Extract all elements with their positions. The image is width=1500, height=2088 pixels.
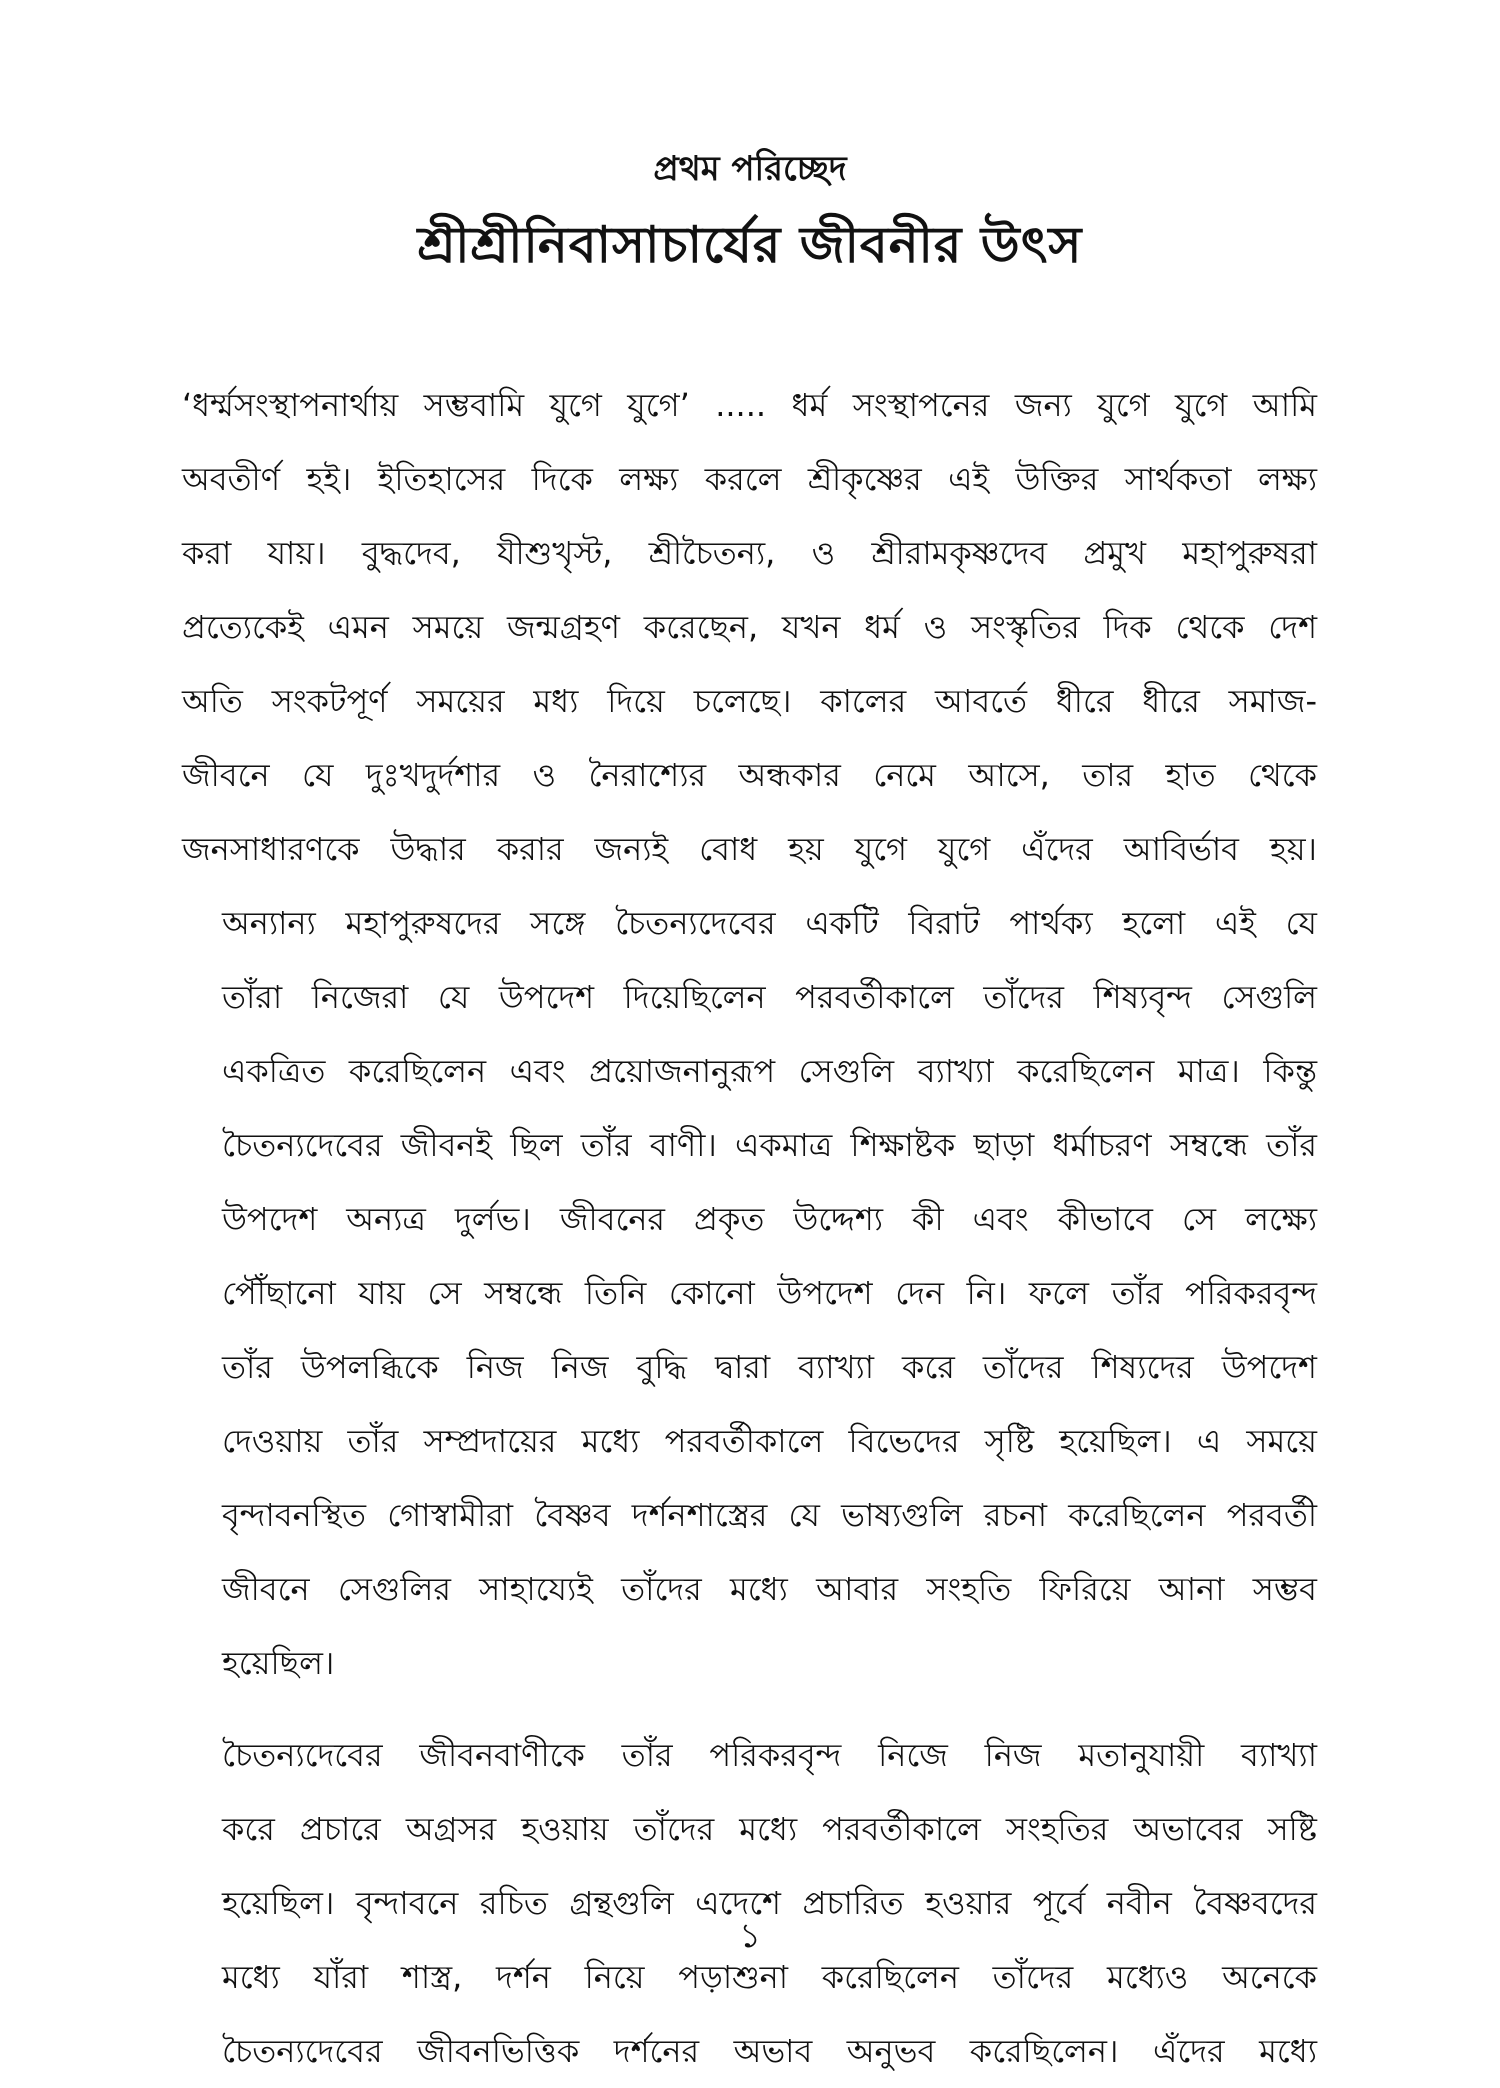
page-number: ১	[738, 1916, 762, 1956]
body-text	[182, 368, 1317, 2088]
text-line: ‘ধর্ম্মসংস্থাপনার্থায় সম্ভবামি যুগে যুগে’ ..... ধর্ম সংস্থাপনের জন্য যুগে যুগে আমি	[182, 386, 1317, 424]
text-line: অন্যান্য মহাপুরুষদের সঙ্গে চৈতন্যদেবের একটি বিরাট পার্থক্য হলো এই যে	[222, 904, 1317, 942]
text-line: অতি সংকটপূর্ণ সময়ের মধ্য দিয়ে চলেছে। কালের আবর্তে ধীরে ধীরে সমাজ-	[182, 682, 1317, 720]
text-line: জীবনে সেগুলির সাহায্যেই তাঁদের মধ্যে আবার সংহতি ফিরিয়ে আনা সম্ভব	[222, 1570, 1317, 1608]
text-line: পৌঁছানো যায় সে সম্বন্ধে তিনি কোনো উপদেশ দেন নি। ফলে তাঁর পরিকরবৃন্দ	[222, 1274, 1317, 1312]
text-line: উপদেশ অন্যত্র দুর্লভ। জীবনের প্রকৃত উদ্দেশ্য কী এবং কীভাবে সে লক্ষ্যে	[222, 1200, 1317, 1238]
text-line: হয়েছিল। বৃন্দাবনে রচিত গ্রন্থগুলি এদেশে প্রচারিত হওয়ার পূর্বে নবীন বৈষ্ণবদের	[222, 1884, 1317, 1922]
text-line: দেওয়ায় তাঁর সম্প্রদায়ের মধ্যে পরবর্তীকালে বিভেদের সৃষ্টি হয়েছিল। এ সময়ে	[222, 1422, 1317, 1460]
text-line: অবতীর্ণ হই। ইতিহাসের দিকে লক্ষ্য করলে শ্রীকৃষ্ণের এই উক্তির সার্থকতা লক্ষ্য	[182, 460, 1317, 498]
paragraph-3	[182, 1718, 1317, 2088]
text-line: তাঁরা নিজেরা যে উপদেশ দিয়েছিলেন পরবর্তীকালে তাঁদের শিষ্যবৃন্দ সেগুলি	[222, 978, 1317, 1016]
text-line: মধ্যে যাঁরা শাস্ত্র, দর্শন নিয়ে পড়াশুনা করেছিলেন তাঁদের মধ্যেও অনেকে	[222, 1958, 1317, 1996]
text-line: চৈতন্যদেবের জীবনবাণীকে তাঁর পরিকরবৃন্দ নিজে নিজ মতানুযায়ী ব্যাখ্যা	[222, 1736, 1317, 1774]
text-line: হয়েছিল।	[222, 1644, 335, 1682]
paragraph-2	[182, 886, 1317, 1700]
text-line: করা যায়। বুদ্ধদেব, যীশুখৃস্ট, শ্রীচৈতন্য, ও শ্রীরামকৃষ্ণদেব প্রমুখ মহাপুরুষরা	[182, 534, 1317, 572]
text-line: চৈতন্যদেবের জীবনই ছিল তাঁর বাণী। একমাত্র শিক্ষাষ্টক ছাড়া ধর্মাচরণ সম্বন্ধে তাঁর	[222, 1126, 1317, 1164]
text-line: প্রত্যেকেই এমন সময়ে জন্মগ্রহণ করেছেন, যখন ধর্ম ও সংস্কৃতির দিক থেকে দেশ	[182, 608, 1317, 646]
text-line: জনসাধারণকে উদ্ধার করার জন্যই বোধ হয় যুগে যুগে এঁদের আবির্ভাব হয়।	[182, 830, 1317, 868]
text-line: চৈতন্যদেবের জীবনভিত্তিক দর্শনের অভাব অনুভব করেছিলেন। এঁদের মধ্যে	[222, 2032, 1317, 2070]
text-line: একত্রিত করেছিলেন এবং প্রয়োজনানুরূপ সেগুলি ব্যাখ্যা করেছিলেন মাত্র। কিন্তু	[222, 1052, 1317, 1090]
paragraph-1	[182, 368, 1317, 886]
chapter-title: শ্রীশ্রীনিবাসাচার্যের জীবনীর উৎস	[417, 216, 1083, 274]
text-line: বৃন্দাবনস্থিত গোস্বামীরা বৈষ্ণব দর্শনশাস্ত্রের যে ভাষ্যগুলি রচনা করেছিলেন পরবর্তী	[222, 1496, 1317, 1534]
chapter-label: প্রথম পরিচ্ছেদ	[653, 149, 847, 189]
text-line: করে প্রচারে অগ্রসর হওয়ায় তাঁদের মধ্যে পরবর্তীকালে সংহতির অভাবের সষ্টি	[222, 1810, 1317, 1848]
text-line: জীবনে যে দুঃখদুর্দশার ও নৈরাশ্যের অন্ধকার নেমে আসে, তার হাত থেকে	[182, 756, 1317, 794]
text-line: তাঁর উপলব্ধিকে নিজ নিজ বুদ্ধি দ্বারা ব্যাখ্যা করে তাঁদের শিষ্যদের উপদেশ	[222, 1348, 1317, 1386]
